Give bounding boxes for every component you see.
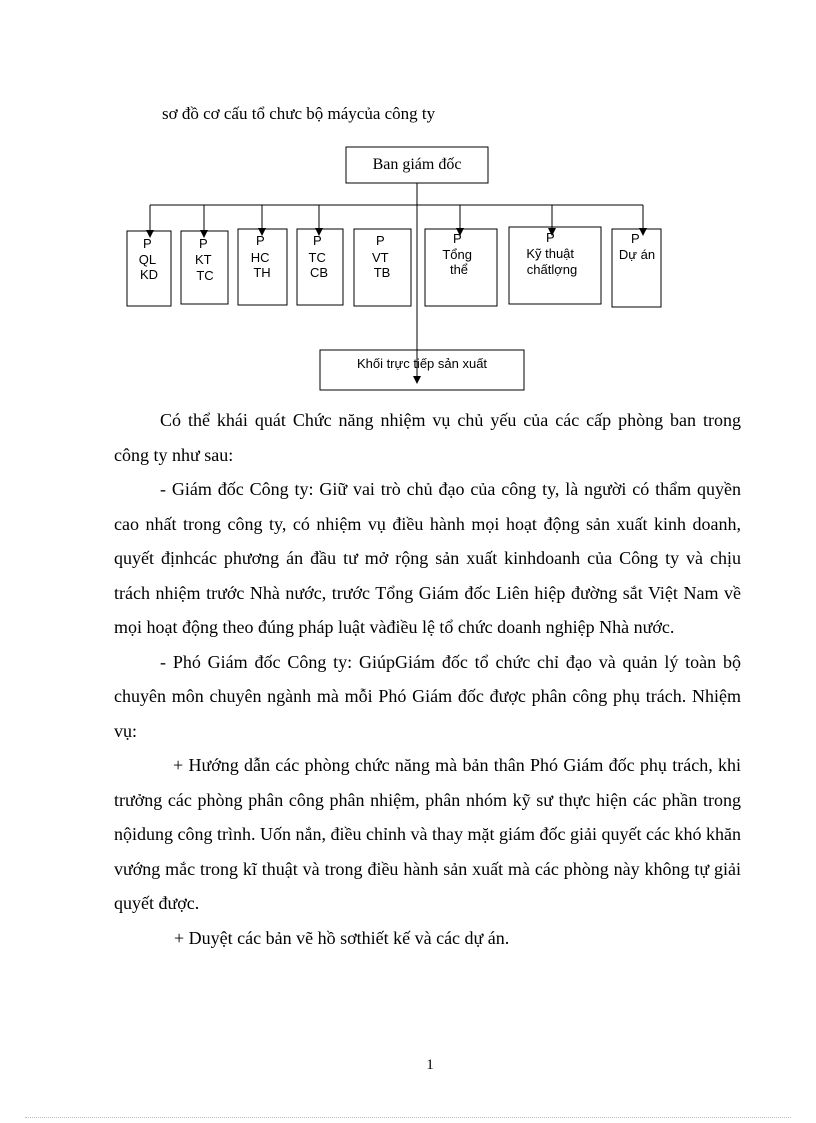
dept-label: TC [196, 268, 214, 283]
org-chart [0, 0, 816, 400]
dept-label: P [255, 233, 265, 248]
ban-giam-doc-label: Ban giám đốc [372, 156, 462, 173]
page-title: sơ đồ cơ cấu tổ chưc bộ máycủa công ty [162, 104, 436, 123]
dept-label: KT [194, 252, 212, 267]
dept-label: QL [138, 252, 156, 267]
dept-label: HC [250, 250, 270, 265]
dept-label: CB [309, 265, 329, 280]
body-text [114, 403, 741, 955]
dept-label: Kỹ thuật [526, 246, 575, 261]
paragraph-pho-giam-doc: - Phó Giám đốc Công ty: GiúpGiám đốc tổ chức chỉ đạo và quản lý toàn bộ chuyên môn chuyên ngành mà mỗi Phó Giám đốc được phân công phụ trách. Nhiệm vụ: [114, 651, 741, 741]
page-number: 1 [426, 1057, 434, 1073]
dept-label: TC [308, 250, 326, 265]
khoi-san-xuat-label: Khối trực tiếp sản xuất [356, 356, 488, 371]
dept-label: P [142, 236, 152, 251]
dept-label: P [198, 236, 208, 251]
paragraph-giam-doc: - Giám đốc Công ty: Giữ vai trò chủ đạo của công ty, là người có thẩm quyền cao nhất trong công ty, có nhiệm vụ điều hành mọi hoạt động sản xuất kinh doanh, quyết địnhcác phương án đầu tư mở rộng sản xuất kinhdoanh của Công ty và chịu trách nhiệm trước Nhà nước, trước Tổng Giám đốc Liên hiệp đường sắt Việt Nam về mọi hoạt động theo đúng pháp luật vàđiều lệ tổ chức doanh nghiệp Nhà nước. [114, 479, 741, 637]
paragraph-huong-dan: + Hướng dẫn các phòng chức năng mà bản thân Phó Giám đốc phụ trách, khi trưởng các phòng phân công phân nhiệm, phân nhóm kỹ sư thực hiện các phần trong nộidung công trình. Uốn nắn, điều chỉnh và thay mặt giám đốc giải quyết các khó khăn vướng mắc trong kĩ thuật và trong điều hành sản xuất mà các phòng này không tự giải quyết được. [114, 755, 741, 913]
dept-label: P [545, 230, 555, 245]
dept-label: P [630, 231, 640, 246]
dept-label: P [452, 231, 462, 246]
dept-label: TH [253, 265, 271, 280]
dept-label: VT [371, 250, 389, 265]
dept-label: KD [139, 267, 159, 282]
paragraph-duyet: + Duyệt các bản vẽ hồ sơthiết kế và các dự án. [174, 927, 510, 948]
paragraph-intro: Có thể khái quát Chức năng nhiệm vụ chủ yếu của các cấp phòng ban trong công ty như sau: [114, 410, 741, 465]
page-bottom-divider [25, 1117, 791, 1118]
dept-label: TB [373, 265, 391, 280]
dept-label: Dự án [618, 247, 656, 262]
dept-label: chấtlợng [526, 262, 578, 277]
dept-label: Tổng [442, 247, 473, 262]
dept-label: thể [449, 262, 469, 277]
dept-label: P [312, 233, 322, 248]
dept-label: P [375, 233, 385, 248]
